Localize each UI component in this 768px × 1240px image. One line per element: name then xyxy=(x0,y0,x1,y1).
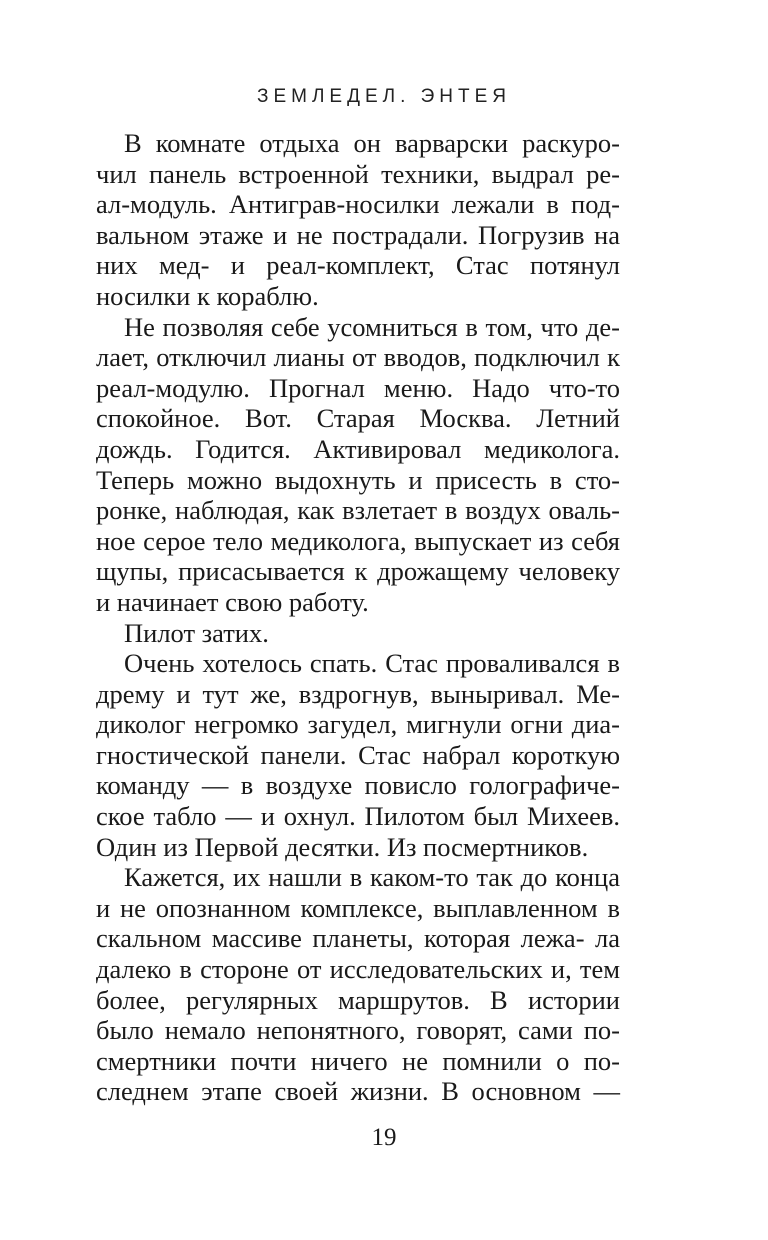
paragraph: Не позволяя себе усомниться в том, что де- лает, отключил лианы от вводов, подключил к реал-модулю. Прогнал меню. Надо что-то спокойное. Вот. Старая Москва. Летний дождь. Годится. Активировал медиколога. Теперь можно выдохнуть и присесть в сто- ронке, наблюдая, как взлетает в воздух оваль- ное серое тело медиколога, выпускает из себя щупы, присасывается к дрожащему человеку и начинает свою работу. xyxy=(96,311,620,617)
page-number: 19 xyxy=(371,1124,397,1151)
paragraph: Кажется, их нашли в каком-то так до конца и не опознанном комплексе, выплавленном в скальном массиве планеты, которая лежа- ла далеко в стороне от исследовательских и, тем более, регулярных маршрутов. В истории было немало непонятного, говорят, сами по- смертники почти ничего не помнили о по- следнем этапе своей жизни. В основном — xyxy=(96,862,620,1107)
paragraph: Очень хотелось спать. Стас проваливался в дрему и тут же, вздрогнув, выныривал. Ме- диколог негромко загудел, мигнули огни диа- гностической панели. Стас набрал короткую команду — в воздухе повисло голографиче- ское табло — и охнул. Пилотом был Михеев. Один из Первой десятки. Из посмертников. xyxy=(96,648,620,862)
body-text xyxy=(96,128,620,1107)
paragraph: Пилот затих. xyxy=(124,617,269,648)
running-header: ЗЕМЛЕДЕЛ. ЭНТЕЯ xyxy=(256,86,512,107)
paragraph: В комнате отдыха он варварски раскуро- чил панель встроенной техники, выдрал ре- ал-модуль. Антиграв-носилки лежали в под- вальном этаже и не пострадали. Погрузив на них мед- и реал-комплект, Стас потянул носилки к кораблю. xyxy=(96,128,620,311)
